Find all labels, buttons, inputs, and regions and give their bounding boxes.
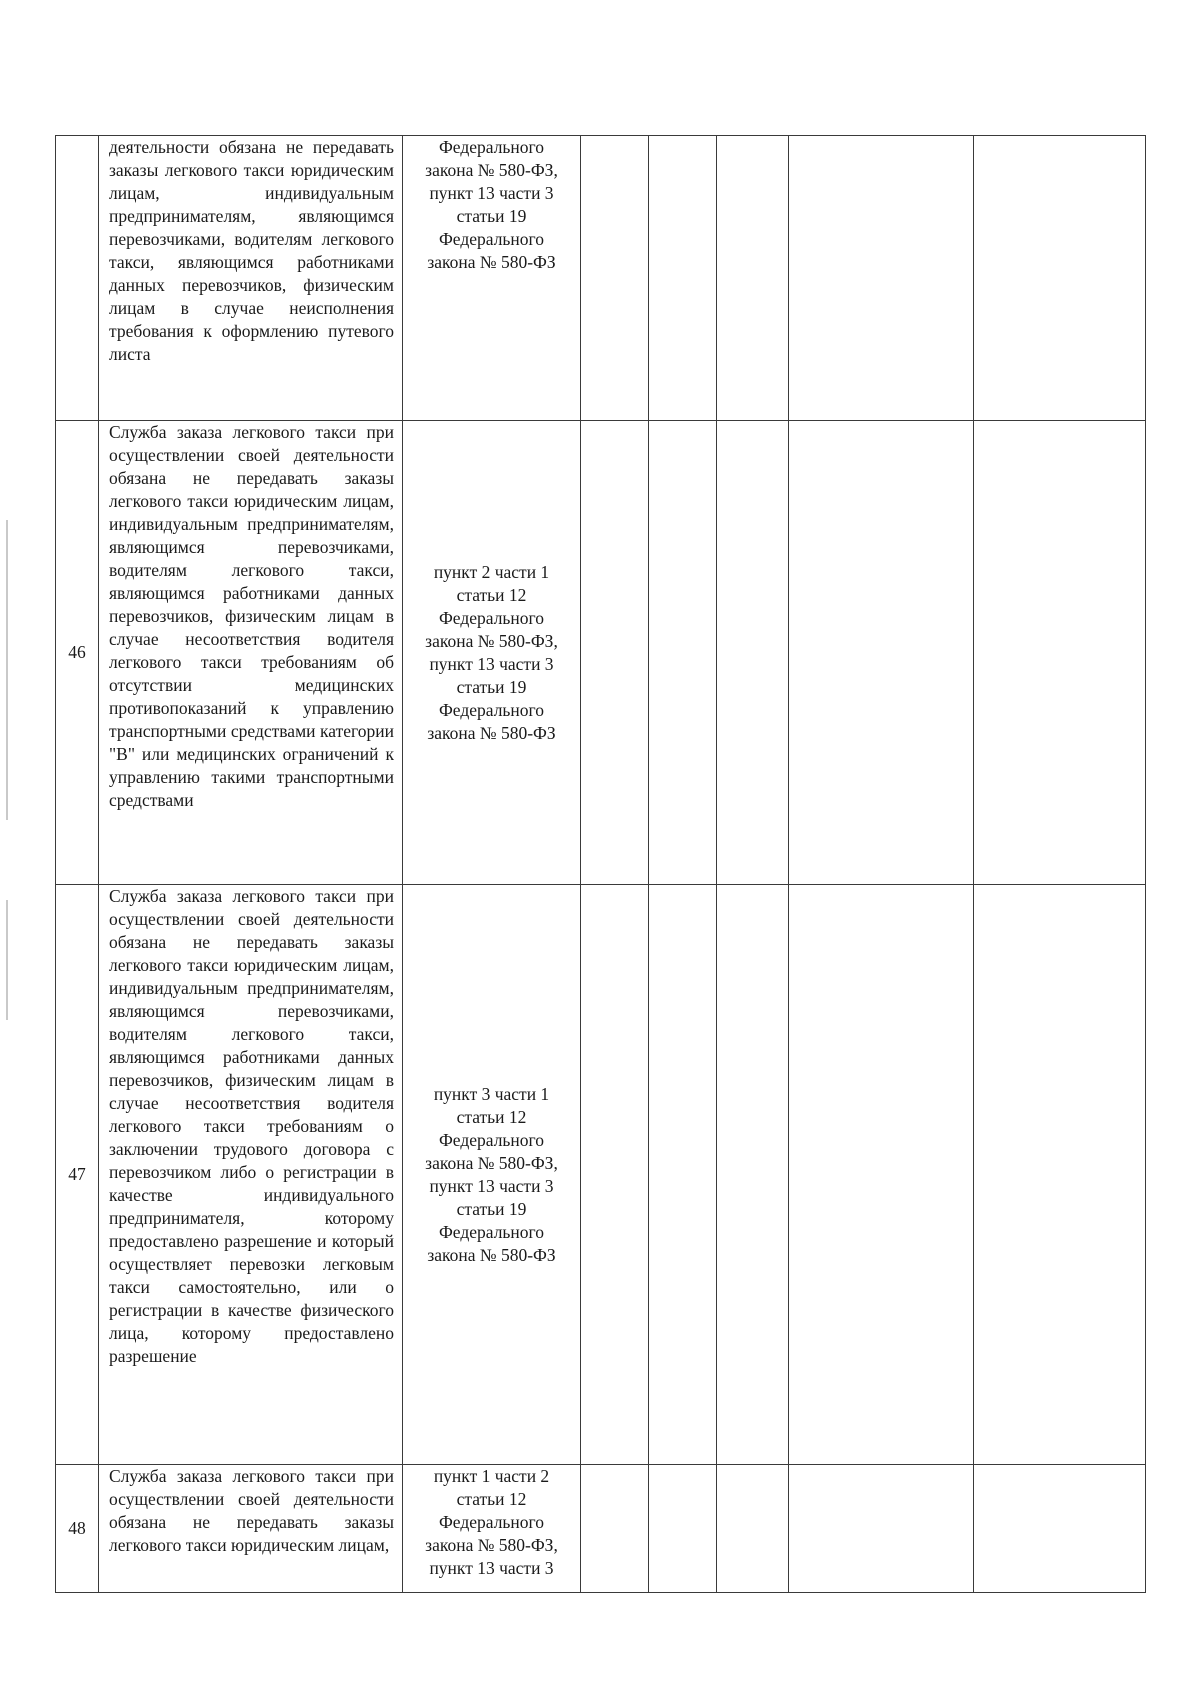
empty-cell (649, 421, 717, 885)
empty-cell (789, 1465, 974, 1593)
legal-basis-text: пункт 3 части 1 статьи 12 Федерального закона № 580-ФЗ, пункт 13 части 3 статьи 19 Федерального закона № 580-ФЗ (425, 1083, 558, 1265)
empty-cell (717, 136, 789, 421)
requirement-text: Служба заказа легкового такси при осуществлении своей деятельности обязана не передавать заказы легкового такси юридическим лицам, индивидуальным предпринимателям, являющимся перевозчиками, водителям легкового такси, являющимся работниками данных перевозчиков, физическим лицам в случае несоответствия водителя легкового такси требованиям о заключении трудового договора с перевозчиком либо о регистрации в качестве индивидуального предпринимателя, которому предоставлено разрешение и который осуществляет перевозки легковым такси самостоятельно, или о регистрации в качестве физического лица, которому предоставлено разрешение (109, 886, 394, 1366)
legal-basis-text: пункт 2 части 1 статьи 12 Федерального закона № 580-ФЗ, пункт 13 части 3 статьи 19 Федерального закона № 580-ФЗ (425, 561, 558, 743)
requirement-cell (99, 136, 403, 421)
empty-cell (581, 1465, 649, 1593)
scan-edge-mark (6, 900, 8, 1020)
requirement-text: деятельности обязана не передавать заказы легкового такси юридическим лицам, индивидуальным предпринимателям, являющимся перевозчиками, водителям легкового такси, являющимся работниками данных перевозчиков, физическим лицам в случае неисполнения требования к оформлению путевого листа (109, 137, 394, 364)
empty-cell (649, 136, 717, 421)
empty-cell (974, 1465, 1146, 1593)
requirement-cell (99, 421, 403, 885)
table-row (56, 885, 1146, 1465)
requirements-table (55, 135, 1146, 1593)
row-number-cell (56, 136, 99, 421)
empty-cell (789, 136, 974, 421)
requirement-text: Служба заказа легкового такси при осуществлении своей деятельности обязана не передавать заказы легкового такси юридическим лицам, индивидуальным предпринимателям, являющимся перевозчиками, водителям легкового такси, являющимся работниками данных перевозчиков, физическим лицам в случае несоответствия водителя легкового такси требованиям об отсутствии медицинских противопоказаний к управлению транспортными средствами категории "В" или медицинских ограничений к управлению такими транспортными средствами (109, 422, 394, 810)
empty-cell (581, 136, 649, 421)
row-number-cell: 46 (56, 421, 99, 885)
legal-basis-text: пункт 1 части 2 статьи 12 Федерального закона № 580-ФЗ, пункт 13 части 3 (425, 1466, 558, 1578)
empty-cell (581, 885, 649, 1465)
legal-basis-cell (403, 421, 581, 885)
legal-basis-cell (403, 1465, 581, 1593)
empty-cell (717, 1465, 789, 1593)
table-row (56, 1465, 1146, 1593)
empty-cell (789, 885, 974, 1465)
row-number-cell: 48 (56, 1465, 99, 1593)
empty-cell (789, 421, 974, 885)
legal-basis-cell (403, 885, 581, 1465)
requirement-cell (99, 1465, 403, 1593)
row-number-cell: 47 (56, 885, 99, 1465)
requirement-cell (99, 885, 403, 1465)
scan-edge-mark (6, 520, 8, 820)
table-row (56, 136, 1146, 421)
table-row (56, 421, 1146, 885)
empty-cell (649, 1465, 717, 1593)
empty-cell (974, 421, 1146, 885)
empty-cell (717, 885, 789, 1465)
empty-cell (974, 885, 1146, 1465)
empty-cell (974, 136, 1146, 421)
empty-cell (581, 421, 649, 885)
empty-cell (717, 421, 789, 885)
legal-basis-text: Федерального закона № 580-ФЗ, пункт 13 части 3 статьи 19 Федерального закона № 580-ФЗ (425, 137, 558, 272)
requirement-text: Служба заказа легкового такси при осуществлении своей деятельности обязана не передавать заказы легкового такси юридическим лицам, (109, 1466, 394, 1555)
legal-basis-cell (403, 136, 581, 421)
empty-cell (649, 885, 717, 1465)
